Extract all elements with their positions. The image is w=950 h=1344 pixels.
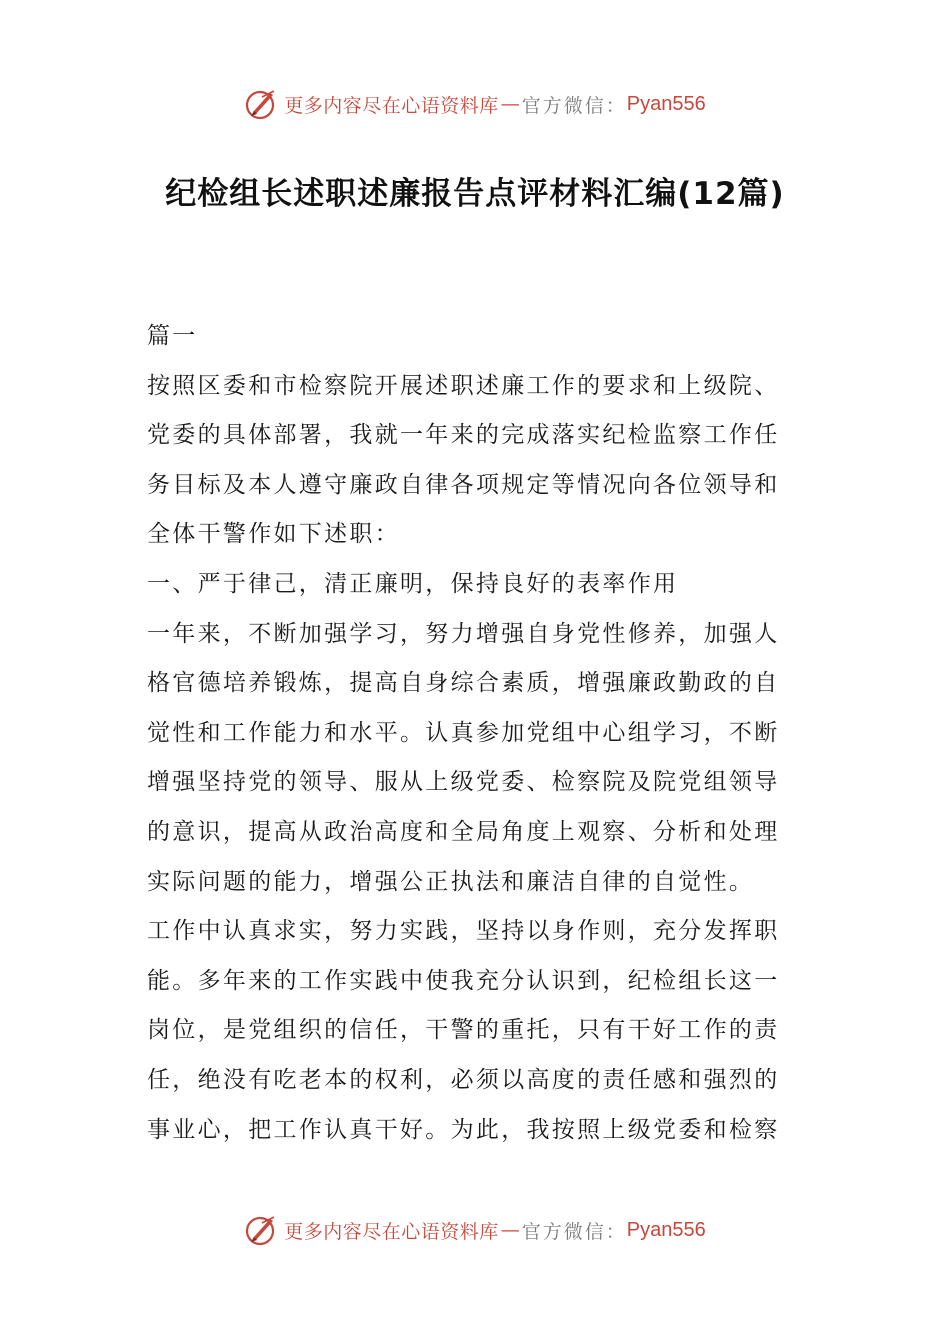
body-line: 觉性和工作能力和水平。认真参加党组中心组学习，不断 [147,719,780,746]
body-line: 全体干警作如下述职： [147,521,400,548]
quill-logo-icon [244,1213,278,1247]
section-heading: 篇一 [147,323,198,349]
body-line: 能。多年来的工作实践中使我充分认识到，纪检组长这一 [147,967,780,994]
body-line: 事业心，把工作认真干好。为此，我按照上级党委和检察 [147,1116,780,1143]
body-line: 增强坚持党的领导、服从上级党委、检察院及院党组领导 [147,769,780,796]
quill-logo-icon [244,87,278,121]
body-line: 格官德培养锻炼，提高自身综合素质，增强廉政勤政的自 [147,670,780,697]
body-line: 按照区委和市检察院开展述职述廉工作的要求和上级院、 [147,372,780,399]
official-wechat-label: 官方微信： [521,1220,627,1243]
brand-dash: — [500,93,520,115]
header-banner [0,84,950,124]
document-body [147,312,807,1155]
official-wechat-label: 官方微信： [521,94,627,117]
wechat-id: Pyan556 [626,1218,706,1241]
body-line: 工作中认真求实，努力实践，坚持以身作则，充分发挥职 [147,918,780,945]
body-line: 岗位，是党组织的信任，干警的重托，只有干好工作的责 [147,1017,780,1044]
wechat-id: Pyan556 [626,92,706,115]
document-title: 纪检组长述职述廉报告点评材料汇编(12篇) [165,176,785,212]
body-line: 党委的具体部署，我就一年来的完成落实纪检监察工作任 [147,422,780,449]
body-line: 任，绝没有吃老本的权利，必须以高度的责任感和强烈的 [147,1066,780,1093]
body-line: 务目标及本人遵守廉政自律各项规定等情况向各位领导和 [147,471,780,498]
brand-dash: — [500,1219,520,1241]
brand-text: 更多内容尽在心语资料库 [284,1220,499,1243]
footer-banner [0,1210,950,1250]
subsection-heading: 一、严于律己，清正廉明，保持良好的表率作用 [147,570,679,597]
brand-text: 更多内容尽在心语资料库 [284,94,499,117]
body-line: 一年来，不断加强学习，努力增强自身党性修养，加强人 [147,620,780,647]
body-line: 的意识，提高从政治高度和全局角度上观察、分析和处理 [147,818,780,845]
body-line: 实际问题的能力，增强公正执法和廉洁自律的自觉性。 [147,868,755,895]
